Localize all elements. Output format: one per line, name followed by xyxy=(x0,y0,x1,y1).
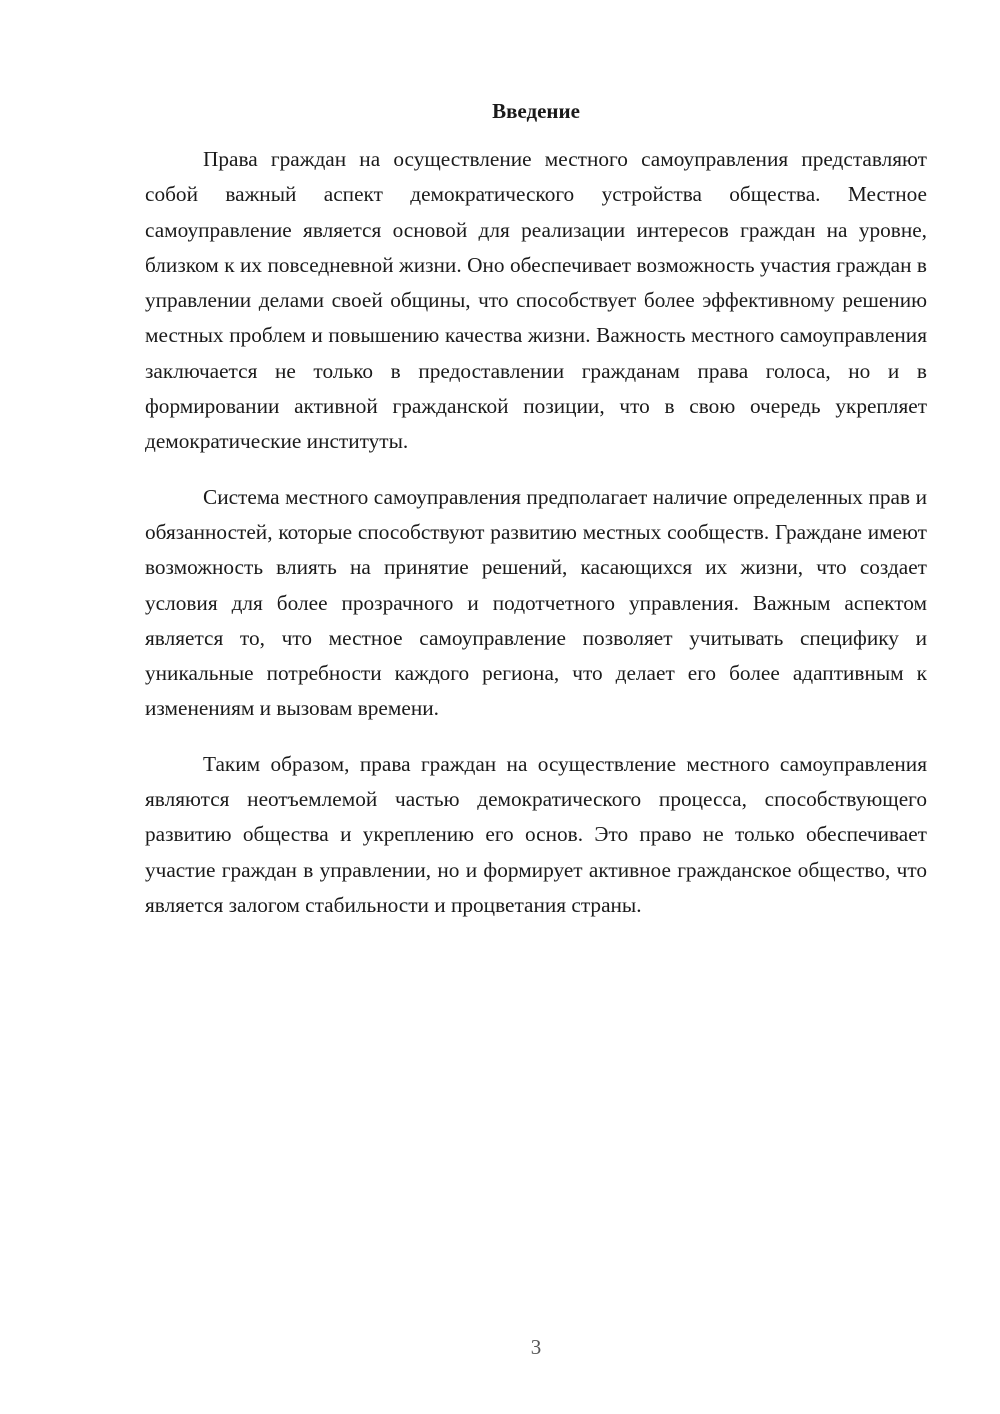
paragraph-3: Таким образом, права граждан на осуществление местного самоуправления являются неотъемлемой частью демократического процесса, способствующего развитию общества и укреплению его основ. Это право не только обеспечивает участие граждан в управлении, но и формирует активное гражданское общество, что является залогом стабильности и процветания страны. xyxy=(145,751,927,917)
page-number: 3 xyxy=(530,1335,542,1359)
paragraph-2: Система местного самоуправления предполагает наличие определенных прав и обязанностей, которые способствуют развитию местных сообществ. Граждане имеют возможность влиять на принятие решений, касающихся их жизни, что создает условия для более прозрачного и подотчетного управления. Важным аспектом является то, что местное самоуправление позволяет учитывать специфику и уникальные потребности каждого региона, что делает его более адаптивным к изменениям и вызовам времени. xyxy=(145,484,927,721)
section-heading: Введение xyxy=(492,99,580,123)
body-text xyxy=(145,142,927,943)
paragraph-1: Права граждан на осуществление местного самоуправления представляют собой важный аспект демократического устройства общества. Местное самоуправление является основой для реализации интересов граждан на уровне, близком к их повседневной жизни. Оно обеспечивает возможность участия граждан в управлении делами своей общины, что способствует более эффективному решению местных проблем и повышению качества жизни. Важность местного самоуправления заключается не только в предоставлении гражданам права голоса, но и в формировании активной гражданской позиции, что в свою очередь укрепляет демократические институты. xyxy=(145,147,927,454)
